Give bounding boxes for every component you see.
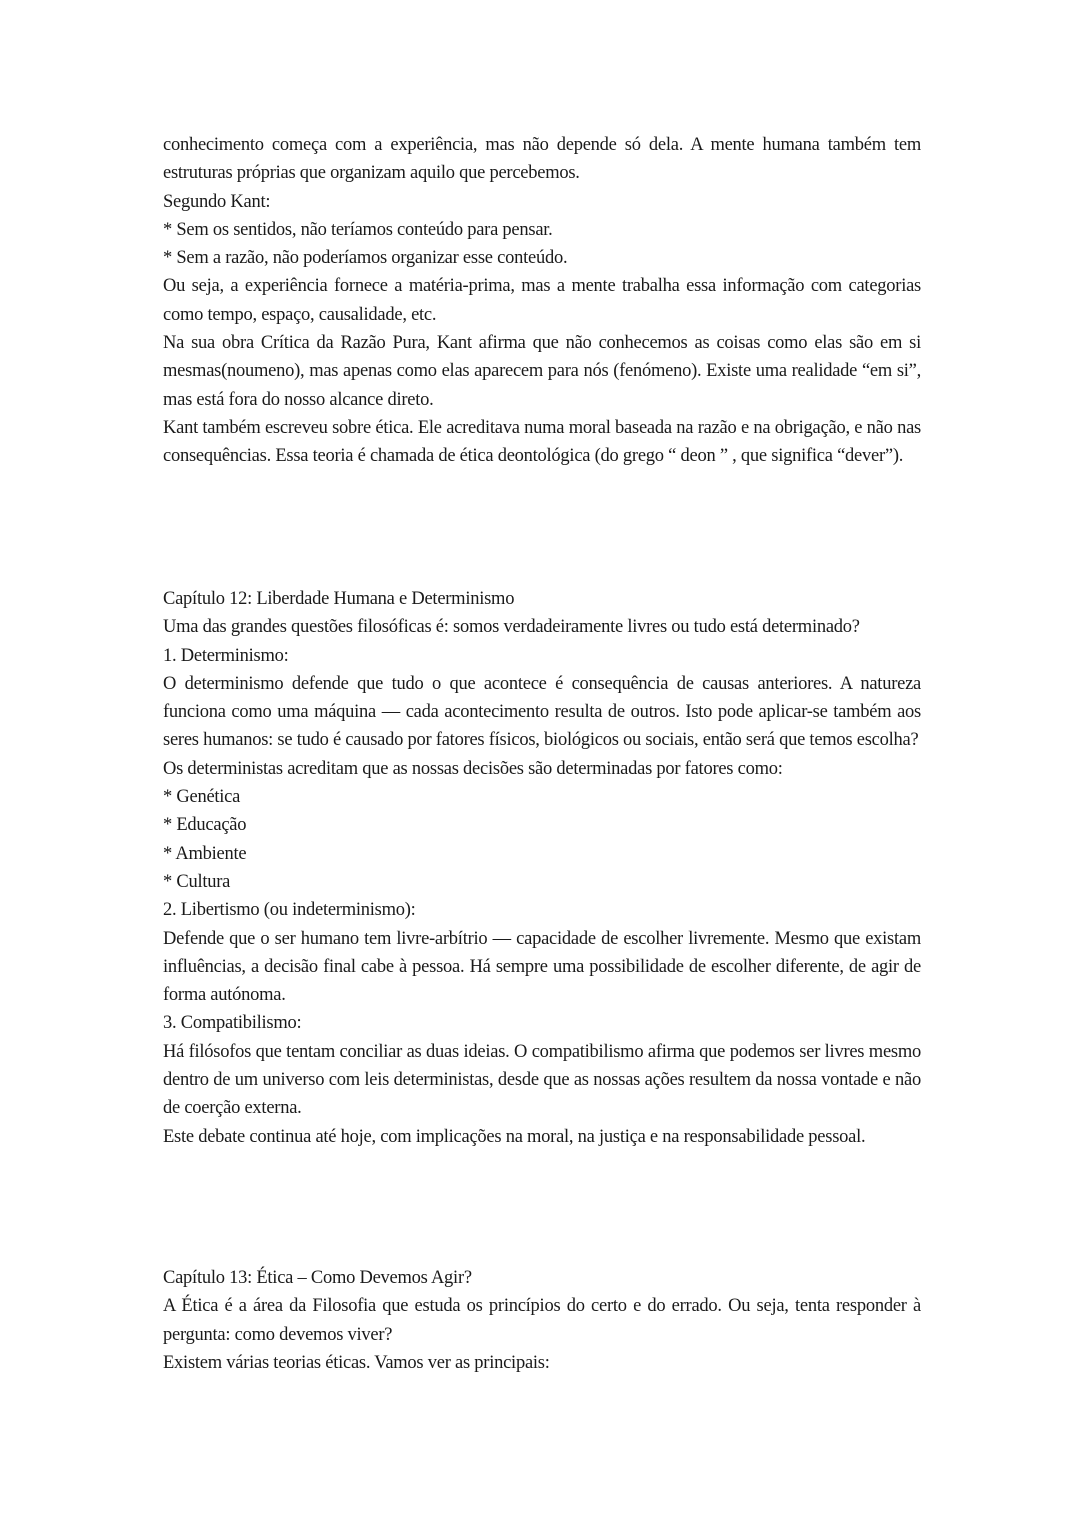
chapter-title: Capítulo 13: Ética – Como Devemos Agir? (163, 1268, 472, 1288)
list-item: * Educação (163, 815, 247, 836)
list-item: * Cultura (163, 871, 231, 892)
subheading: 2. Libertismo (ou indeterminismo): (163, 900, 416, 921)
subheading: 1. Determinismo: (163, 645, 289, 666)
paragraph: Uma das grandes questões filosóficas é: somos verdadeiramente livres ou tudo está determinado? (163, 617, 860, 638)
paragraph: Na sua obra Crítica da Razão Pura, Kant afirma que não conhecemos as coisas como elas são em si mesmas(noumeno), mas apenas como elas aparecem para nós (fenómeno). Existe uma realidade “em si”, mas está fora do nosso alcance direto. (163, 333, 921, 410)
paragraph: Segundo Kant: (163, 191, 271, 212)
paragraph: Há filósofos que tentam conciliar as duas ideias. O compatibilismo afirma que podemos ser livres mesmo dentro de um universo com leis deterministas, desde que as nossas ações resultem da nossa vontade e não de coerção externa. (163, 1041, 921, 1119)
paragraph: Os deterministas acreditam que as nossas decisões são determinadas por fatores como: (163, 758, 783, 779)
paragraph: A Ética é a área da Filosofia que estuda os princípios do certo e do errado. Ou seja, tenta responder à pergunta: como devemos viver? (163, 1296, 921, 1345)
paragraph: Defende que o ser humano tem livre-arbítrio — capacidade de escolher livremente. Mesmo que existam influências, a decisão final cabe à pessoa. Há sempre uma possibilidade de escolher diferente, de agir de forma autónoma. (163, 928, 921, 1006)
list-item: * Ambiente (163, 843, 247, 864)
list-item: * Sem os sentidos, não teríamos conteúdo para pensar. (163, 219, 553, 240)
chapter-12 (163, 585, 921, 1151)
subheading: 3. Compatibilismo: (163, 1013, 302, 1034)
paragraph: Kant também escreveu sobre ética. Ele acreditava numa moral baseada na razão e na obrigação, e não nas consequências. Essa teoria é chamada de ética deontológica (do grego “ deon ” , que significa “dever”). (163, 417, 921, 467)
paragraph: Existem várias teorias éticas. Vamos ver as principais: (163, 1352, 550, 1373)
paragraph: Ou seja, a experiência fornece a matéria-prima, mas a mente trabalha essa informação com categorias como tempo, espaço, causalidade, etc. (163, 276, 921, 325)
kant-section (163, 131, 921, 471)
paragraph: conhecimento começa com a experiência, mas não depende só dela. A mente humana também tem estruturas próprias que organizam aquilo que percebemos. (163, 135, 921, 184)
chapter-title: Capítulo 12: Liberdade Humana e Determinismo (163, 589, 515, 609)
paragraph: Este debate continua até hoje, com implicações na moral, na justiça e na responsabilidade pessoal. (163, 1126, 866, 1147)
paragraph: O determinismo defende que tudo o que acontece é consequência de causas anteriores. A natureza funciona como uma máquina — cada acontecimento resulta de outros. Isto pode aplicar-se também aos seres humanos: se tudo é causado por fatores físicos, biológicos ou sociais, então será que temos escolha? (163, 673, 921, 751)
list-item: * Sem a razão, não poderíamos organizar esse conteúdo. (163, 248, 568, 269)
chapter-13 (163, 1264, 921, 1377)
list-item: * Genética (163, 787, 241, 808)
